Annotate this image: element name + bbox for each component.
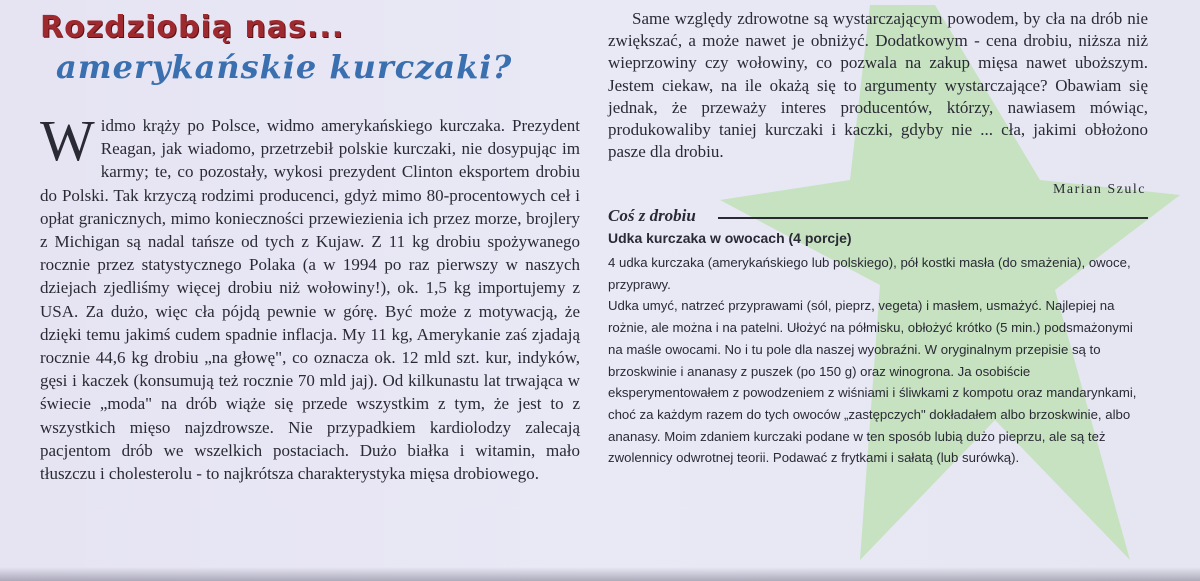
section-rule bbox=[718, 217, 1148, 219]
article-body-left-text: idmo krąży po Polsce, widmo amerykańskiego kurczaka. Prezydent Reagan, jak wiadomo, przetrzebił polskie kurczaki, nie dosypując im karmy; te, co pozostały, wykosi prezydent Clinton eksportem drobiu do Polski. Tak krzyczą rodzimi producenci, gdyż mimo 80-procentowych ceł i opłat granicznych, mimo konieczności przewiezienia ich przez morze, brojlery z Michigan są nadal tańsze od tych z Kujaw. Z 11 kg drobiu spożywanego rocznie przez statystycznego Polaka (a w 1994 po raz pierwszy w naszych dziejach zjedliśmy więcej drobiu niż wołowiny!), ok. 1,5 kg importujemy z USA. Za dużo, więc cła pójdą pewnie w górę. Być może z motywacją, że dzięki temu jakimś cudem spadnie inflacja. My 11 kg, Amerykanie zaś zjadają rocznie 44,6 kg drobiu „na głowę", co oznacza ok. 12 mld szt. kur, indyków, gęsi i kaczek (konsumują też rocznie 70 mld jaj). Od kilkunastu lat trwająca w świecie „moda" na drób wiąże się przede wszystkim z tym, że jest to z wszystkich mięso najzdrowsze. Nie przypadkiem kardiolodzy zalecają pacjentom drób we wszelkich postaciach. Dużo białka i witamin, mało tłuszczu i cholesterolu - to najkrótsza charakterystyka mięsa drobiowego. bbox=[40, 116, 580, 484]
recipe-title: Udka kurczaka w owocach (4 porcje) bbox=[608, 230, 852, 246]
article-body-right-column bbox=[608, 8, 1148, 163]
recipe-method: Udka umyć, natrzeć przyprawami (sól, pieprz, vegeta) i masłem, usmażyć. Najlepiej na rożnie, ale można i na patelni. Ułożyć na półmisku, obłożyć krótko (5 min.) podsmażonymi na maśle owocami. No i tu pole dla naszej wyobraźni. W oryginalnym przepisie są to brzoskwinie i ananasy z puszek (po 150 g) oraz winogrona. Ja osobiście eksperymentowałem z powodzeniem z wiśniami i śliwkami z kompotu oraz mandarynkami, choć za każdym razem do tych owoców „zastępczych" dokładałem albo brzoskwinie, albo ananasy. Moim zdaniem kurczaki podane w ten sposób lubią dużo pieprzu, ale są też zwolennicy odwrotnej teorii. Podawać z frytkami i sałatą (lub surówką). bbox=[608, 298, 1137, 466]
recipe-body bbox=[608, 252, 1148, 469]
recipe-ingredients: 4 udka kurczaka (amerykańskiego lub polskiego), pół kostki masła (do smażenia), owoce, przyprawy. bbox=[608, 255, 1131, 292]
sidebar-section-header bbox=[608, 206, 1148, 226]
article-body-right: Same względy zdrowotne są wystarczającym powodem, by cła na drób nie zwiększać, a może nawet je obniżyć. Dodatkowym - cena drobiu, niższa niż wieprzowiny czy wołowiny, co pozwala na zakup mięsa nawet uboższym. Jestem ciekaw, na ile okażą się to argumenty wystarczające? Obawiam się jednak, że przeważy interes producentów, którzy, nawiasem mówiąc, produkowaliby taniej kurczaki i kaczki, gdyby nie ... cła, jakimi obłożono pasze dla drobiu. bbox=[608, 9, 1148, 162]
section-title: Coś z drobiu bbox=[608, 206, 696, 225]
article-body-left bbox=[40, 108, 580, 485]
drop-cap: W bbox=[40, 108, 95, 173]
article-title-line1: Rozdziobią nas... bbox=[40, 10, 345, 45]
author-byline: Marian Szulc bbox=[1052, 182, 1146, 197]
article-title-line2: amerykańskie kurczaki? bbox=[56, 48, 513, 86]
page-edge-shadow bbox=[0, 567, 1200, 581]
